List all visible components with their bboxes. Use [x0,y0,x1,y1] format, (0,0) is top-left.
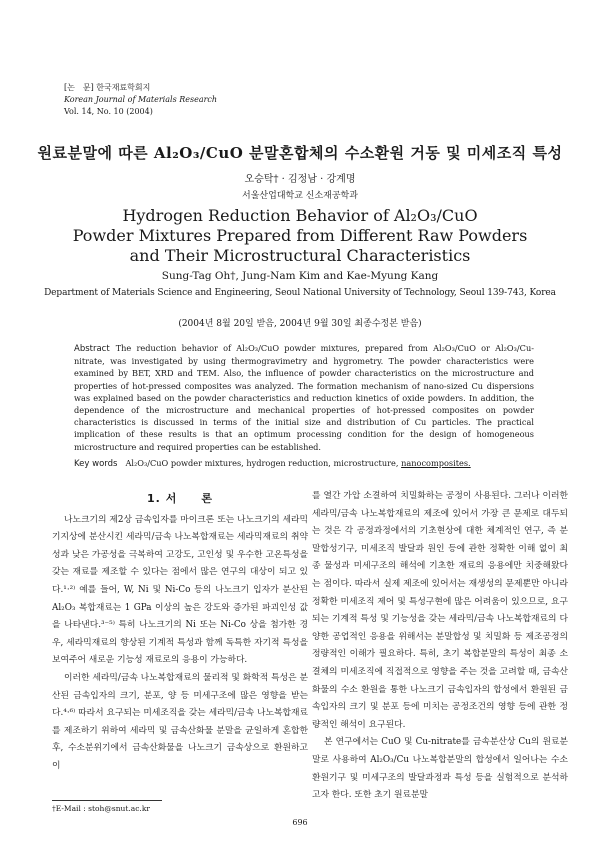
intro-paragraph-4: 본 연구에서는 CuO 및 Cu-nitrate를 금속분산상 Cu의 원료분말로 사용하여 Al₂O₃/Cu 나노복합분말의 합성에서 일어나는 수소 환원기구 및 미세구조의 발달과정과 특성 등을 실험적으로 분석하고자 한다. 또한 초기 원료분말 [312,737,568,801]
abstract-text: The reduction behavior of Al₂O₃/CuO powder mixtures, prepared from Al₂O₃/CuO or Al₂O₃/Cu-nitrate, was investigated by using thermogravimetry and hygrometry. The powder characteristics were examined by BET, XRD and TEM. Also, the influence of powder characteristics on the microstructure and properties of hot-pressed composites was analyzed. The formation mechanism of nano-sized Cu dispersions was explained based on the powder characteristics and reduction kinetics of oxide powders. In addition, the dependence of the microstructure and mechanical properties of hot-pressed composites on powder characteristics is discussed in terms of the initial size and distribution of Cu particles. The practical implication of these results is that an optimum processing condition for the design of homogeneous microstructure and required properties can be established. [74,343,534,452]
english-title-line-3: and Their Microstructural Characteristics [129,246,471,265]
korean-title: 원료분말에 따른 Al₂O₃/CuO 분말혼합체의 수소환원 거동 및 미세조직 특성 [37,144,563,162]
intro-paragraph-2: 이러한 세라믹/금속 나노복합재료의 물리적 및 화학적 특성은 분산된 금속입자의 크기, 분포, 양 등 미세구조에 많은 영향을 받는다.⁴·⁶⁾ 따라서 요구되는 미세조직을 갖는 세라믹/금속 나노복합재료를 제조하기 위하여 세라믹 및 금속산화물 분말을 균일하게 혼합한 후, 수소분위기에서 금속산화물을 나노크기 금속상으로 환원하고 이 [52,672,308,771]
intro-paragraph-3: 를 열간 가압 소결하여 치밀화하는 공정이 사용된다. 그러나 이러한 세라믹/금속 나노복합재료의 제조에 있어서 가장 큰 문제로 대두되는 것은 각 공정과정에서의 기초현상에 대한 체계적인 연구, 즉 분말합성기구, 미세조직 발달과 원인 등에 관한 정확한 이해 없이 최종 물성과 미세구조의 해석에 기초한 재료의 응용에만 치중해왔다는 점이다. 따라서 실제 제조에 있어서는 재생성의 문제뿐만 아니라 정확한 미세조직 제어 및 특성구현에 많은 어려움이 있으므로, 요구되는 기계적 특성 및 기능성을 갖는 세라믹/금속 나노복합재료의 다양한 공업적인 응용을 위해서는 분말합성 및 치밀화 등 제조공정의 정량적인 이해가 필요하다. 특히, 초기 복합분말의 특성이 최종 소결체의 미세조직에 직접적으로 영향을 주는 것을 고려할 때, 금속산화물의 수소 환원을 통한 나노크기 금속입자의 합성에서 환원된 금속입자의 크기 및 분포 등에 미치는 공정조건의 영향 등에 관한 정량적인 해석이 요구된다. [312,491,568,730]
abstract [74,342,534,453]
korean-authors: 오승탁† · 김정남 · 강계명 [244,174,356,185]
section-heading-introduction: 1. 서 론 [147,492,213,505]
journal-line-3: Vol. 14, No. 10 (2004) [64,107,153,116]
english-title-line-2: Powder Mixtures Prepared from Different Raw Powders [72,226,528,245]
received-dates: (2004년 8월 20일 받음, 2004년 9월 30일 최종수정본 받음) [178,319,422,329]
left-column [52,488,308,776]
footnote-rule [52,800,162,801]
footnote-email: †E-Mail : stoh@snut.ac.kr [52,804,150,813]
keywords [74,458,534,469]
english-title-line-1: Hydrogen Reduction Behavior of Al₂O₃/CuO [122,206,478,225]
journal-line-2: Korean Journal of Materials Research [64,95,218,104]
keywords-last: nanocomposites. [401,458,471,468]
keywords-label: Key words [74,459,118,469]
journal-header [64,82,217,118]
korean-affiliation: 서울산업대학교 신소재공학과 [242,191,358,201]
abstract-label: Abstract [74,344,110,354]
page-number: 696 [292,818,308,827]
english-title [0,206,600,266]
english-authors: Sung-Tag Oh†, Jung-Nam Kim and Kae-Myung Kang [161,270,439,282]
english-affiliation: Department of Materials Science and Engineering, Seoul National University of Technology, Seoul 139-743, Korea [44,288,556,298]
journal-line-1: [논 문] 한국재료학회지 [64,83,151,92]
right-column [312,488,568,805]
intro-paragraph-1: 나노크기의 제2상 금속입자를 마이크론 또는 나노크기의 세라믹 기지상에 분산시킨 세라믹/금속 나노복합재료는 세라믹재료의 취약성과 낮은 가공성을 극복하여 고강도, 고인성 및 우수한 고온특성을 갖는 재료를 제조할 수 있다는 점에서 많은 연구의 대상이 되고 있다.¹·²⁾ 예를 들어, W, Ni 및 Ni-Co 등의 나노크기 입자가 분산된 Al₂O₃ 복합재료는 1 GPa 이상의 높은 강도와 증가된 파괴인성 값을 나타낸다.³⁻⁵⁾ 특히 나노크기의 Ni 또는 Ni-Co 상을 첨가한 경우, 세라믹재료의 향상된 기계적 특성과 함께 독특한 자기적 특성을 보여주어 새로운 기능성 재료로의 응용이 가능하다. [52,514,308,666]
keywords-text: Al₂O₃/CuO powder mixtures, hydrogen reduction, microstructure, [125,458,402,468]
